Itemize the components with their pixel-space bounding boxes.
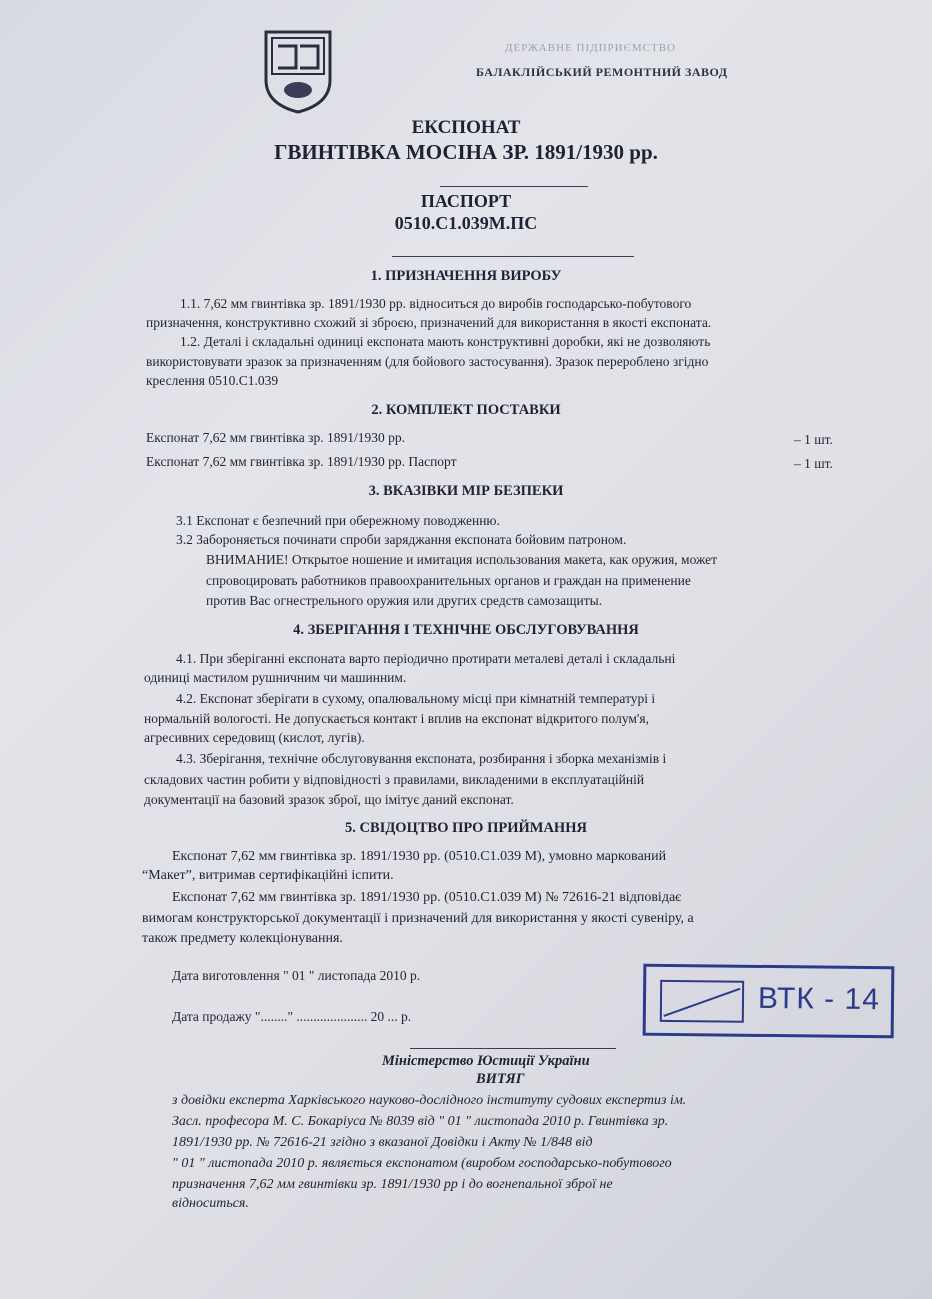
extract-line: призначення 7,62 мм гвинтівки зр. 1891/1930 рр і до вогнепальної зброї не — [172, 1177, 613, 1192]
text-line: складових частин робити у відповідності з правилами, викладеними в експлуатаційній — [144, 772, 645, 787]
section-divider — [392, 256, 634, 257]
section-heading: 2. КОМПЛЕКТ ПОСТАВКИ — [371, 402, 561, 418]
extract-title: ВИТЯГ — [476, 1071, 525, 1087]
text-line: документації на базовий зразок зброї, що імітує даний експонат. — [144, 792, 514, 807]
section-heading: 5. СВІДОЦТВО ПРО ПРИЙМАННЯ — [345, 820, 587, 836]
extract-line: Засл. професора М. С. Бокаріуса № 8039 від " 01 " листопада 2010 р. Гвинтівка зр. — [172, 1114, 669, 1129]
extract-line: 1891/1930 рр. № 72616-21 згідно з вказаної Довідки і Акту № 1/848 від — [172, 1135, 593, 1150]
manufacture-date: Дата виготовлення " 01 " листопада 2010 р. — [172, 968, 421, 983]
stamp-box — [660, 980, 744, 1023]
text-line: креслення 0510.С1.039 — [146, 373, 279, 388]
text-line: агресивних середовищ (кислот, лугів). — [144, 730, 365, 745]
section-heading: 1. ПРИЗНАЧЕННЯ ВИРОБУ — [370, 268, 562, 284]
passport-title: ПАСПОРТ — [420, 191, 512, 211]
title-exhibit: ЕКСПОНАТ — [411, 117, 521, 138]
text-line: 1.2. Деталі і складальні одиниці експоната мають конструктивні доробки, які не дозволяють — [180, 334, 711, 349]
text-line: одиниці мастилом рушничним чи машинним. — [144, 670, 407, 685]
extract-divider — [410, 1048, 616, 1049]
org-line-1: ДЕРЖАВНЕ ПІДПРИЄМСТВО — [505, 42, 676, 54]
section-heading: 3. ВКАЗІВКИ МІР БЕЗПЕКИ — [368, 483, 564, 499]
text-line: 3.1 Експонат є безпечний при обережному поводженню. — [176, 513, 500, 528]
text-line: призначення, конструктивно схожий зі зброєю, призначений для використання в якості експоната. — [146, 315, 712, 330]
warning-line: против Вас огнестрельного оружия или других средств самозащиты. — [206, 593, 603, 608]
text-line: використовувати зразок за призначенням (для бойового застосування). Зразок перероблено згідно — [146, 354, 709, 369]
supply-item-qty: – 1 шт. — [794, 456, 833, 471]
extract-line: з довідки експерта Харківського науково-дослідного інституту судових експертиз ім. — [172, 1093, 687, 1108]
text-line: нормальній вологості. Не допускається контакт і вплив на експонат відкритого полум'я, — [144, 711, 649, 726]
supply-item-text: Експонат 7,62 мм гвинтівка зр. 1891/1930 рр. — [146, 430, 405, 445]
sale-date: Дата продажу "........" ..................... 20 ... р. — [172, 1009, 412, 1024]
passport-code: 0510.С1.039М.ПС — [394, 213, 538, 233]
quality-control-stamp — [643, 964, 895, 1039]
ministry-line: Міністерство Юстиції України — [382, 1053, 590, 1069]
warning-line: спровоцировать работников правоохранительных органов и граждан на применение — [206, 573, 691, 588]
section-heading: 4. ЗБЕРІГАННЯ І ТЕХНІЧНЕ ОБСЛУГОВУВАННЯ — [293, 622, 639, 638]
warning-line: ВНИМАНИЕ! Открытое ношение и имитация использования макета, как оружия, может — [206, 552, 718, 567]
text-line: також предмету колекціонування. — [142, 931, 343, 946]
text-line: 4.3. Зберігання, технічне обслуговування експоната, розбирання і зборка механізмів і — [176, 751, 667, 766]
text-line: 4.1. При зберіганні експоната варто періодично протирати металеві деталі і складальні — [176, 651, 676, 666]
text-line: Експонат 7,62 мм гвинтівка зр. 1891/1930 рр. (0510.С1.039 М) № 72616-21 відповідає — [172, 890, 682, 905]
title-rifle: ГВИНТІВКА МОСІНА ЗР. 1891/1930 рр. — [274, 140, 658, 164]
stamp-text: ВТК - 14 — [757, 981, 881, 1017]
extract-line: відноситься. — [172, 1196, 249, 1211]
title-divider — [440, 186, 588, 187]
text-line: “Макет”, витримав сертифікаційні іспити. — [142, 868, 394, 883]
text-line: Експонат 7,62 мм гвинтівка зр. 1891/1930 рр. (0510.С1.039 М), умовно маркований — [172, 849, 667, 864]
extract-line: " 01 " листопада 2010 р. являється експонатом (виробом господарсько-побутового — [172, 1156, 672, 1171]
stamp-diagonal-icon — [662, 982, 742, 1021]
supply-item-text: Експонат 7,62 мм гвинтівка зр. 1891/1930 рр. Паспорт — [146, 454, 457, 469]
supply-item-qty: – 1 шт. — [794, 432, 833, 447]
text-line: вимогам конструкторської документації і призначений для використання у якості сувеніру, а — [142, 911, 694, 926]
text-line: 4.2. Експонат зберігати в сухому, опалювальному місці при кімнатній температурі і — [176, 691, 656, 706]
text-line: 3.2 Забороняється починати спроби заряджання експоната бойовим патроном. — [176, 532, 627, 547]
text-line: 1.1. 7,62 мм гвинтівка зр. 1891/1930 рр. відноситься до виробів господарсько-побутового — [180, 296, 692, 311]
factory-emblem-shield-icon — [262, 28, 334, 114]
org-line-2: БАЛАКЛІЙСЬКИЙ РЕМОНТНИЙ ЗАВОД — [476, 65, 728, 79]
